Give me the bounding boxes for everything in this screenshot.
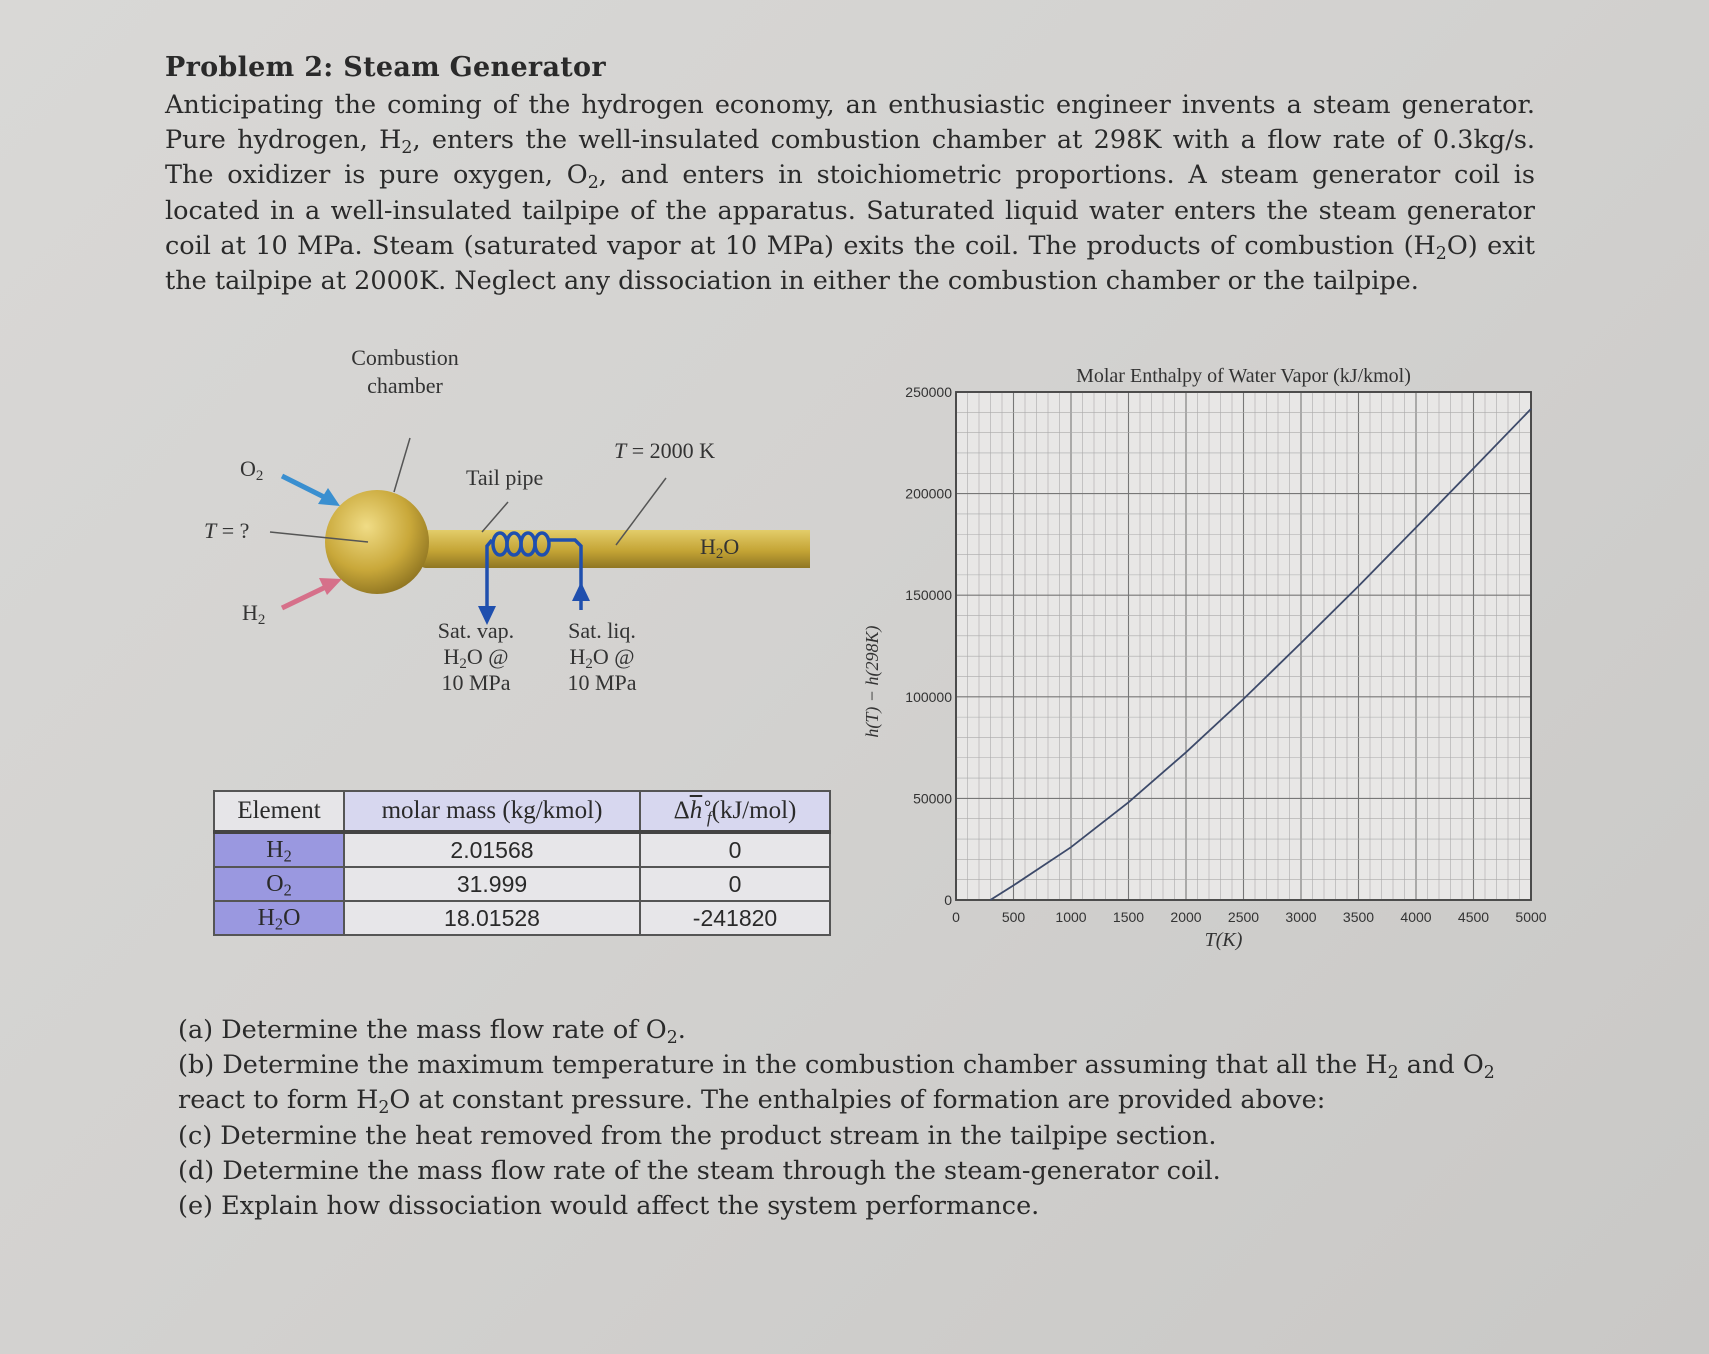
x-tick-label: 3500 bbox=[1342, 909, 1375, 925]
x-tick-label: 1500 bbox=[1112, 909, 1145, 925]
combustion-chamber-sphere bbox=[325, 490, 429, 594]
x-tick-label: 4000 bbox=[1400, 909, 1432, 925]
cell-enthalpy: 0 bbox=[640, 867, 830, 901]
label-sat-vap: Sat. vap. $H_2O$ @ 10 MPa bbox=[437, 618, 515, 695]
y-tick-label: 200000 bbox=[905, 485, 952, 502]
y-tick-label: 250000 bbox=[905, 384, 952, 400]
label-o2: $O_2$ bbox=[240, 456, 264, 485]
question-e: (e) Explain how dissociation would affect the system performance. bbox=[178, 1191, 1040, 1222]
label-h2o-out: $H_2O$ bbox=[700, 534, 740, 563]
x-tick-label: 0 bbox=[952, 909, 960, 925]
satliq-up-arrow bbox=[572, 582, 590, 601]
label-t-unknown: T = ? bbox=[204, 518, 250, 543]
questions-list bbox=[178, 1013, 1538, 1224]
table-row bbox=[214, 901, 830, 935]
leader-tailpipe bbox=[482, 502, 508, 532]
table-row bbox=[214, 832, 830, 867]
cell-enthalpy: 0 bbox=[640, 832, 830, 867]
label-t-exit: T = 2000 K bbox=[614, 438, 716, 463]
label-tail-pipe: Tail pipe bbox=[466, 465, 544, 490]
header-element: Element bbox=[214, 791, 344, 832]
steam-generator-diagram bbox=[190, 345, 810, 720]
x-tick-label: 1000 bbox=[1055, 909, 1087, 925]
x-tick-label: 2000 bbox=[1170, 909, 1202, 925]
y-tick-label: 0 bbox=[944, 892, 952, 908]
y-tick-label: 50000 bbox=[913, 790, 952, 807]
cell-element: $O_2$ bbox=[214, 867, 344, 901]
chart-plot bbox=[860, 360, 1560, 980]
x-tick-label: 500 bbox=[1001, 909, 1026, 925]
table-row bbox=[214, 867, 830, 901]
label-combustion-chamber: Combustion chamber bbox=[351, 345, 459, 398]
y-axis-label: h(T) − h(298K) bbox=[862, 625, 882, 738]
cell-enthalpy: -241820 bbox=[640, 901, 830, 935]
x-tick-label: 4500 bbox=[1457, 909, 1490, 925]
y-tick-label: 150000 bbox=[905, 587, 952, 604]
question-b: (b) Determine the maximum temperature in the combustion chamber assuming that all the $H_2$ and $O_2$ react to form $H_2O$ at constant pressure. The enthalpies of formation are provided above: bbox=[178, 1050, 1495, 1119]
label-h2: $H_2$ bbox=[242, 600, 266, 629]
cell-molar-mass: 18.01528 bbox=[344, 901, 640, 935]
question-d: (d) Determine the mass flow rate of the steam through the steam-generator coil. bbox=[178, 1155, 1221, 1186]
header-molar-mass: molar mass (kg/kmol) bbox=[344, 791, 640, 832]
cell-molar-mass: 2.01568 bbox=[344, 832, 640, 867]
problem-title: Problem 2: Steam Generator bbox=[165, 52, 606, 83]
label-sat-liq: Sat. liq. $H_2O$ @ 10 MPa bbox=[567, 618, 637, 695]
y-tick-label: 100000 bbox=[905, 688, 952, 705]
problem-statement: Anticipating the coming of the hydrogen economy, an enthusiastic engineer invents a steam generator. Pure hydrogen, $H_2$, enters the well-insulated combustion chamber at 298K with a flow rate of 0.3kg/s. The oxidizer is pure oxygen, $O_2$, and enters in stoichiometric proportions. A steam generator coil is located in a well-insulated tailpipe of the apparatus. Saturated liquid water enters the steam generator coil at 10 MPa. Steam (saturated vapor at 10 MPa) exits the coil. The products of combustion $(H_2O)$ exit the tailpipe at 2000K. Neglect any dissociation in either the combustion chamber or the tailpipe. bbox=[165, 90, 1536, 297]
leader-chamber bbox=[394, 438, 410, 492]
cell-element: $H_2O$ bbox=[214, 901, 344, 935]
question-a: (a) Determine the mass flow rate of $O_2$. bbox=[178, 1015, 686, 1048]
table-header-row bbox=[214, 791, 830, 832]
cell-molar-mass: 31.999 bbox=[344, 867, 640, 901]
x-tick-label: 3000 bbox=[1285, 909, 1317, 925]
properties-table bbox=[213, 790, 831, 936]
chart-title: Molar Enthalpy of Water Vapor (kJ/kmol) bbox=[1076, 365, 1411, 387]
question-c: (c) Determine the heat removed from the product stream in the tailpipe section. bbox=[178, 1120, 1217, 1151]
cell-element: $H_2$ bbox=[214, 832, 344, 867]
x-tick-label: 5000 bbox=[1515, 909, 1547, 925]
enthalpy-chart bbox=[860, 360, 1560, 980]
tail-pipe-body bbox=[420, 530, 810, 568]
x-axis-label: T(K) bbox=[1204, 929, 1243, 951]
x-tick-label: 2500 bbox=[1227, 909, 1260, 925]
header-enthalpy-formation: $\Delta\overline{h}^\circ_f(kJ/mol)$ bbox=[640, 791, 830, 832]
